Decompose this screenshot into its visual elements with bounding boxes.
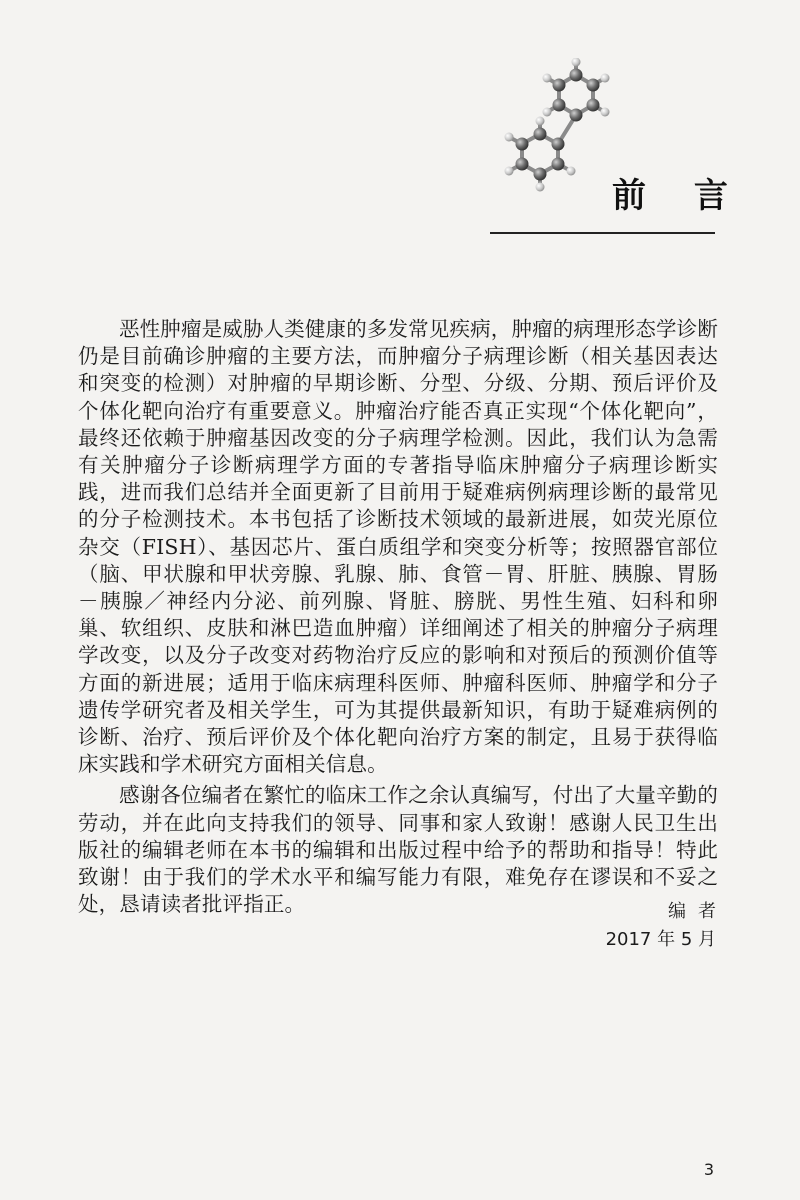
paragraph-acknowledgements: 感谢各位编者在繁忙的临床工作之余认真编写，付出了大量辛勤的劳动，并在此向支持我们的领导、同事和家人致谢！感谢人民卫生出版社的编辑老师在本书的编辑和出版过程中给予的帮助和指导！特此致谢！由于我们的学术水平和编写能力有限，难免存在谬误和不妥之处，恳请读者批评指正。	[78, 783, 718, 917]
author-signature: 编者	[668, 901, 728, 922]
title-underline	[490, 232, 715, 234]
paragraph-intro: 恶性肿瘤是威胁人类健康的多发常见疾病，肿瘤的病理形态学诊断仍是目前确诊肿瘤的主要方法，而肿瘤分子病理诊断（相关基因表达和突变的检测）对肿瘤的早期诊断、分型、分级、分期、预后评价及个体化靶向治疗有重要意义。肿瘤治疗能否真正实现“个体化靶向”，最终还依赖于肿瘤基因改变的分子病理学检测。因此，我们认为急需有关肿瘤分子诊断病理学方面的专著指导临床肿瘤分子病理诊断实践，进而我们总结并全面更新了目前用于疑难病例病理诊断的最常见的分子检测技术。本书包括了诊断技术领域的最新进展，如荧光原位杂交（FISH）、基因芯片、蛋白质组学和突变分析等；按照器官部位（脑、甲状腺和甲状旁腺、乳腺、肺、食管－胃、肝脏、胰腺、胃肠－胰腺／神经内分泌、前列腺、肾脏、膀胱、男性生殖、妇科和卵巢、软组织、皮肤和淋巴造血肿瘤）详细阐述了相关的肿瘤分子病理学改变，以及分子改变对药物治疗反应的影响和对预后的预测价值等方面的新进展；适用于临床病理科医师、肿瘤科医师、肿瘤学和分子遗传学研究者及相关学生，可为其提供最新知识，有助于疑难病例的诊断、治疗、预后评价及个体化靶向治疗方案的制定，且易于获得临床实践和学术研究方面相关信息。	[78, 317, 718, 777]
preface-body	[78, 316, 718, 922]
publication-date: 2017 年 5 月	[605, 929, 716, 950]
signature-block	[605, 898, 728, 954]
page-title: 前 言	[612, 176, 746, 216]
page-number: 3	[703, 1160, 714, 1179]
molecule-icon	[488, 58, 628, 228]
